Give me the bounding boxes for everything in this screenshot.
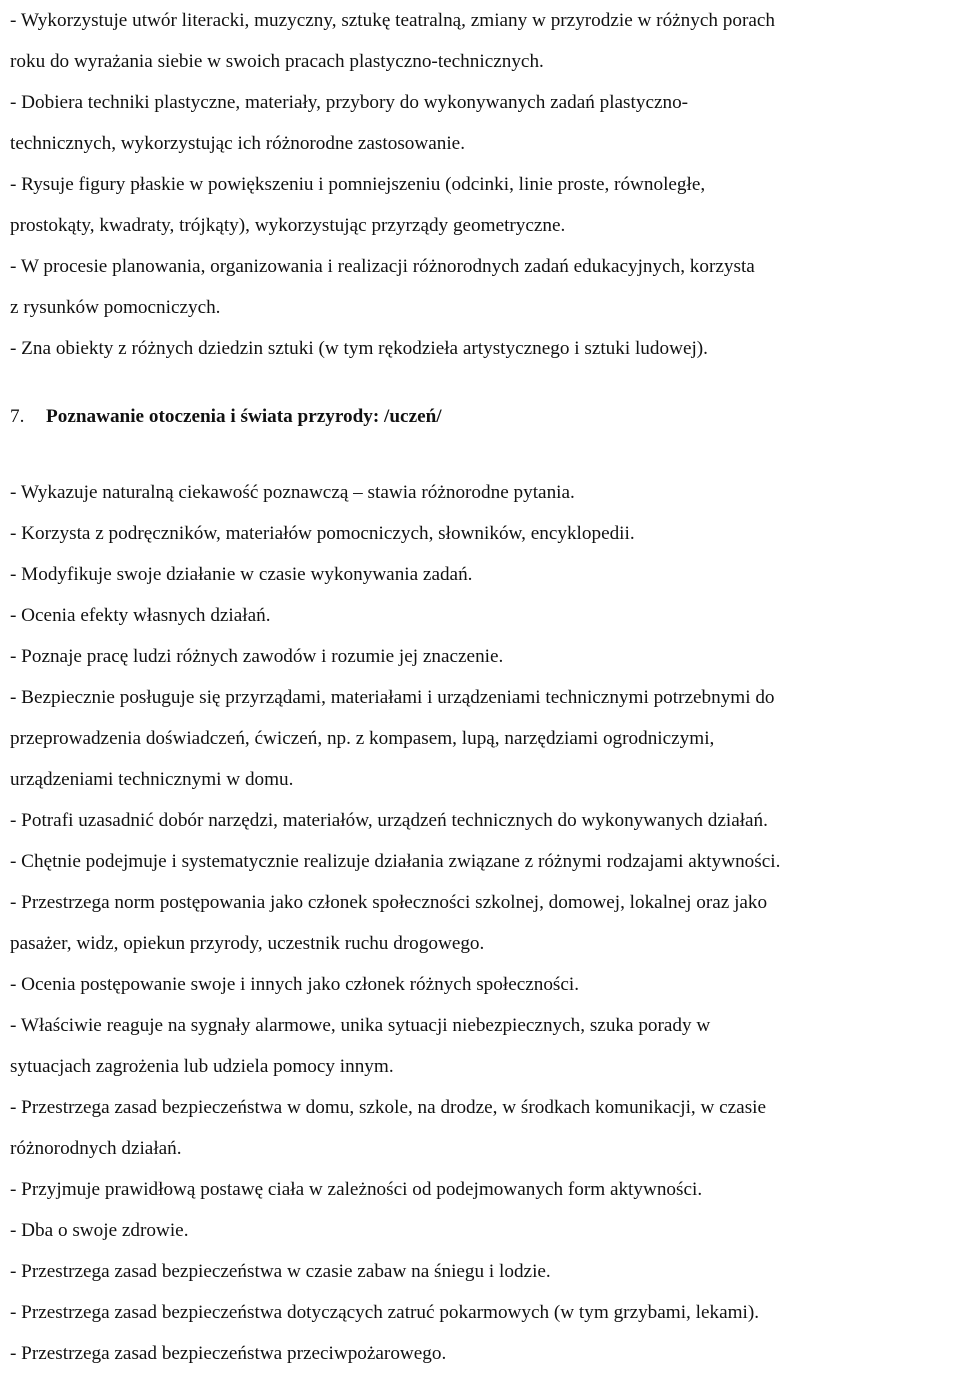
text-line: sytuacjach zagrożenia lub udziela pomocy innym.: [10, 1056, 394, 1077]
text-line: prostokąty, kwadraty, trójkąty), wykorzystując przyrządy geometryczne.: [10, 215, 566, 236]
text-line: - Dobiera techniki plastyczne, materiały, przybory do wykonywanych zadań plastyczno-: [10, 92, 689, 113]
text-line: - Przestrzega zasad bezpieczeństwa dotyczących zatruć pokarmowych (w tym grzybami, lekami).: [10, 1302, 760, 1323]
text-line: - Przestrzega zasad bezpieczeństwa w domu, szkole, na drodze, w środkach komunikacji, w czasie: [10, 1097, 767, 1118]
text-line: technicznych, wykorzystując ich różnorodne zastosowanie.: [10, 133, 466, 154]
text-line: - Ocenia postępowanie swoje i innych jako członek różnych społeczności.: [10, 974, 580, 995]
text-line: - Rysuje figury płaskie w powiększeniu i pomniejszeniu (odcinki, linie proste, równoległe,: [10, 174, 706, 195]
text-line: - Korzysta z podręczników, materiałów pomocniczych, słowników, encyklopedii.: [10, 523, 635, 544]
text-line: - Zna obiekty z różnych dziedzin sztuki (w tym rękodzieła artystycznego i sztuki ludowej).: [10, 338, 708, 359]
text-line: - Potrafi uzasadnić dobór narzędzi, materiałów, urządzeń technicznych do wykonywanych działań.: [10, 810, 768, 831]
text-line: - Dba o swoje zdrowie.: [10, 1220, 189, 1241]
text-line: pasażer, widz, opiekun przyrody, uczestnik ruchu drogowego.: [10, 933, 485, 954]
text-line: - Wykazuje naturalną ciekawość poznawczą – stawia różnorodne pytania.: [10, 482, 575, 503]
spacer: [10, 437, 955, 472]
text-line: przeprowadzenia doświadczeń, ćwiczeń, np. z kompasem, lupą, narzędziami ogrodniczymi,: [10, 728, 715, 749]
text-line: - W procesie planowania, organizowania i realizacji różnorodnych zadań edukacyjnych, korzysta: [10, 256, 755, 277]
text-line: z rysunków pomocniczych.: [10, 297, 221, 318]
text-line: - Przestrzega norm postępowania jako członek społeczności szkolnej, domowej, lokalnej oraz jako: [10, 892, 768, 913]
text-line: - Przestrzega zasad bezpieczeństwa w czasie zabaw na śniegu i lodzie.: [10, 1261, 551, 1282]
text-line: - Przyjmuje prawidłową postawę ciała w zależności od podejmowanych form aktywności.: [10, 1179, 703, 1200]
document-page: [10, 0, 955, 1374]
text-line: - Właściwie reaguje na sygnały alarmowe, unika sytuacji niebezpiecznych, szuka porady w: [10, 1015, 711, 1036]
spacer: [10, 369, 955, 396]
text-line: - Wykorzystuje utwór literacki, muzyczny, sztukę teatralną, zmiany w przyrodzie w różnych porach: [10, 10, 775, 31]
text-line: - Bezpiecznie posługuje się przyrządami, materiałami i urządzeniami technicznymi potrzebnymi do: [10, 687, 775, 708]
text-line: różnorodnych działań.: [10, 1138, 182, 1159]
text-line: - Przestrzega zasad bezpieczeństwa przeciwpożarowego.: [10, 1343, 447, 1364]
text-line: urządzeniami technicznymi w domu.: [10, 769, 294, 790]
section-number: 7.: [10, 406, 25, 427]
text-line: - Poznaje pracę ludzi różnych zawodów i rozumie jej znaczenie.: [10, 646, 504, 667]
text-line: - Ocenia efekty własnych działań.: [10, 605, 271, 626]
section-heading: [10, 396, 955, 437]
text-line: roku do wyrażania siebie w swoich pracach plastyczno-technicznych.: [10, 51, 544, 72]
text-line: - Chętnie podejmuje i systematycznie realizuje działania związane z różnymi rodzajami aktywności.: [10, 851, 781, 872]
section-title: Poznawanie otoczenia i świata przyrody: /uczeń/: [46, 406, 442, 427]
text-line: - Modyfikuje swoje działanie w czasie wykonywania zadań.: [10, 564, 473, 585]
